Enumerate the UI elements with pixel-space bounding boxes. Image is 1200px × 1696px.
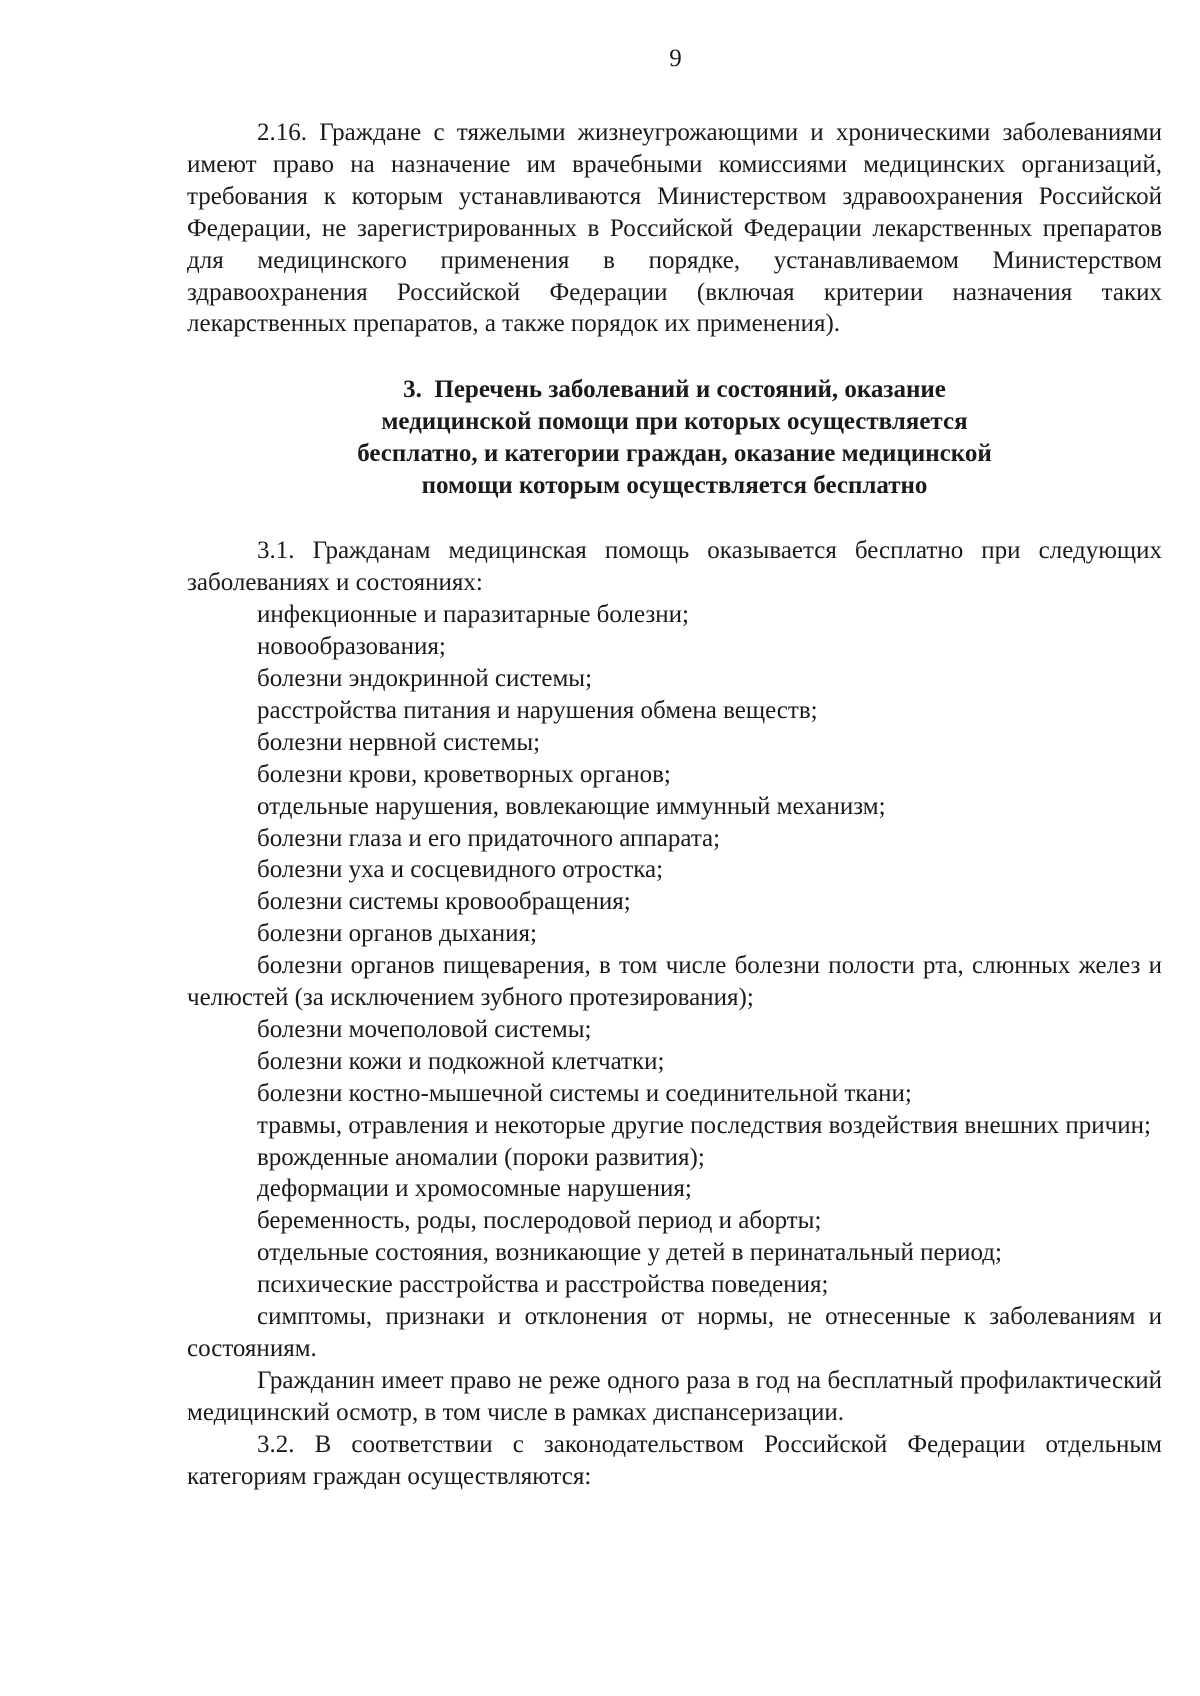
list-item: болезни органов пищеварения, в том числе болезни полости рта, слюнных желез и челюстей (за исключением зубного протезирования); [187, 952, 1162, 1012]
list-item: болезни мочеполовой системы; [257, 1015, 592, 1043]
list-item: расстройства питания и нарушения обмена веществ; [257, 696, 818, 724]
section-3-heading-line-1: 3. Перечень заболеваний и состояний, оказание [403, 376, 946, 404]
list-item: симптомы, признаки и отклонения от нормы, не отнесенные к заболеваниям и состояниям. [187, 1303, 1162, 1362]
list-item: болезни крови, кроветворных органов; [257, 760, 671, 788]
section-3-heading-line-4: помощи которым осуществляется бесплатно [421, 472, 928, 500]
list-item: инфекционные и паразитарные болезни; [257, 601, 690, 629]
list-item: болезни нервной системы; [257, 728, 541, 756]
paragraph-2-16: 2.16. Граждане с тяжелыми жизнеугрожающими и хроническими заболеваниями имеют право на назначение им врачебными комиссиями медицинских организаций, требования к которым устанавливаются Министерством здравоохранения Российской Федерации, не зарегистрированных в Российской Федерации лекарственных препаратов для медицинского применения в порядке, устанавливаемом Министерством здравоохранения Российской Федерации (включая критерии назначения таких лекарственных препаратов, а также порядок их применения). [187, 119, 1162, 338]
list-item: врожденные аномалии (пороки развития); [257, 1143, 705, 1171]
page-number: 9 [669, 45, 682, 72]
list-item: болезни эндокринной системы; [257, 664, 593, 692]
paragraph-3-1: 3.1. Гражданам медицинская помощь оказывается бесплатно при следующих заболеваниях и состояниях: [187, 537, 1162, 597]
section-3-heading-line-2: медицинской помощи при которых осуществляется [381, 408, 968, 436]
conditions-list [187, 599, 1162, 1365]
list-item: болезни органов дыхания; [257, 920, 537, 948]
list-item: болезни костно-мышечной системы и соединительной ткани; [257, 1079, 912, 1107]
document-body [187, 117, 1162, 1493]
section-3-heading [187, 374, 1162, 502]
list-item: болезни кожи и подкожной клетчатки; [257, 1047, 665, 1075]
list-item: болезни системы кровообращения; [257, 888, 631, 916]
list-item: беременность, роды, послеродовой период и аборты; [257, 1207, 822, 1235]
list-item: травмы, отравления и некоторые другие последствия воздействия внешних причин; [257, 1111, 1151, 1139]
list-item: болезни уха и сосцевидного отростка; [257, 856, 664, 884]
list-item: болезни глаза и его придаточного аппарата; [257, 824, 721, 852]
list-item: психические расстройства и расстройства поведения; [257, 1271, 829, 1299]
section-3-heading-line-3: бесплатно, и категории граждан, оказание медицинской [357, 440, 992, 468]
list-item: новообразования; [257, 633, 446, 661]
list-item: отдельные состояния, возникающие у детей в перинатальный период; [257, 1239, 1002, 1267]
list-item: отдельные нарушения, вовлекающие иммунный механизм; [257, 792, 886, 820]
list-item: деформации и хромосомные нарушения; [257, 1175, 692, 1203]
paragraph-3-2: 3.2. В соответствии с законодательством Российской Федерации отдельным категориям граждан осуществляются: [187, 1430, 1162, 1490]
paragraph-annual-checkup: Гражданин имеет право не реже одного раза в год на бесплатный профилактический медицинский осмотр, в том числе в рамках диспансеризации. [187, 1366, 1162, 1426]
